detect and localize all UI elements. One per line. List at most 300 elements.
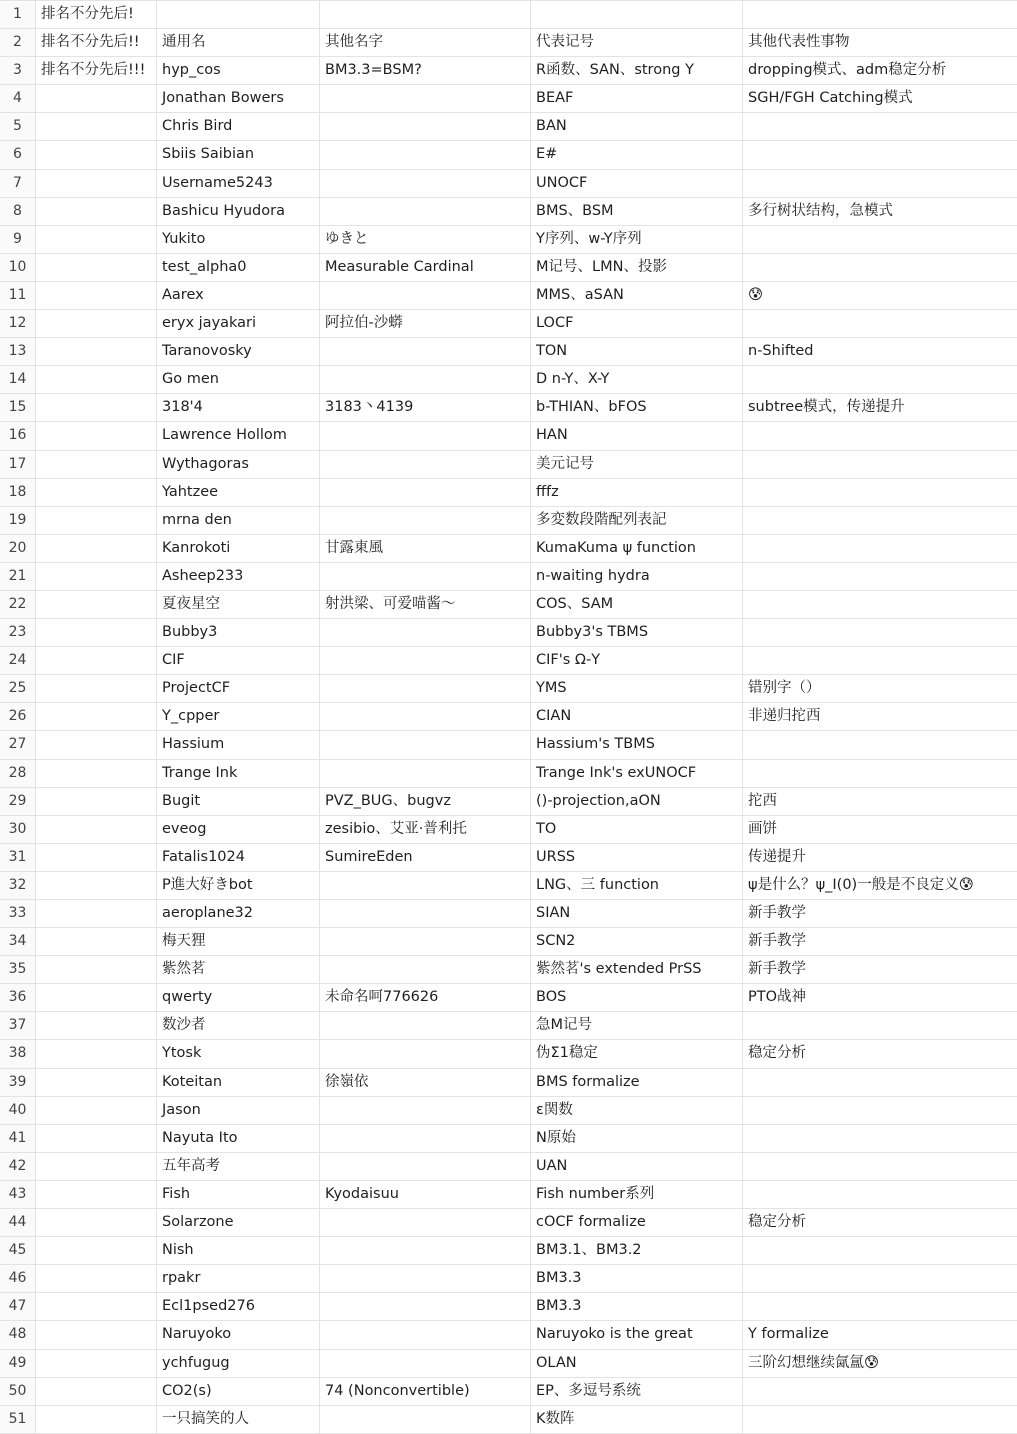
common-name-cell[interactable]: 夏夜星空 — [157, 591, 320, 618]
common-name-cell[interactable]: CIF — [157, 647, 320, 674]
common-name-cell[interactable]: Ecl1psed276 — [157, 1293, 320, 1320]
notation-cell[interactable]: N原始 — [531, 1125, 743, 1152]
rank-cell[interactable] — [36, 1350, 157, 1377]
notation-cell[interactable]: Bubby3's TBMS — [531, 619, 743, 646]
notation-cell[interactable]: CIF's Ω-Y — [531, 647, 743, 674]
common-name-cell[interactable]: Jason — [157, 1097, 320, 1124]
other-item-cell[interactable] — [743, 1, 1017, 28]
other-item-cell[interactable] — [743, 1293, 1017, 1320]
rank-cell[interactable] — [36, 872, 157, 899]
common-name-cell[interactable]: Bugit — [157, 788, 320, 815]
notation-cell[interactable]: D n-Y、X-Y — [531, 366, 743, 393]
other-name-cell[interactable] — [320, 1350, 531, 1377]
other-item-cell[interactable] — [743, 113, 1017, 140]
notation-cell[interactable]: KumaKuma ψ function — [531, 535, 743, 562]
other-item-cell[interactable] — [743, 647, 1017, 674]
table-row — [0, 1209, 1017, 1237]
other-name-cell[interactable] — [320, 703, 531, 730]
other-name-cell[interactable] — [320, 1125, 531, 1152]
notation-cell[interactable]: YMS — [531, 675, 743, 702]
other-item-cell[interactable]: PTO战神 — [748, 989, 807, 1006]
other-item-cell[interactable] — [743, 1406, 1017, 1433]
other-item-cell[interactable]: 稳定分析 — [748, 1045, 806, 1062]
common-name-cell[interactable]: Trange Ink — [157, 760, 320, 787]
table-row — [0, 731, 1017, 759]
notation-cell[interactable]: CIAN — [531, 703, 743, 730]
notation-cell[interactable]: UAN — [531, 1153, 743, 1180]
notation-cell[interactable]: BM3.3 — [531, 1293, 743, 1320]
rank-cell[interactable] — [36, 338, 157, 365]
other-name-cell[interactable] — [320, 282, 531, 309]
notation-cell[interactable]: TO — [531, 816, 743, 843]
rank-cell[interactable] — [36, 141, 157, 168]
notation-cell[interactable]: LNG、三 function — [531, 872, 743, 899]
rank-cell[interactable] — [36, 928, 157, 955]
rank-cell[interactable] — [36, 282, 157, 309]
other-item-cell[interactable] — [743, 254, 1017, 281]
other-item-cell[interactable] — [743, 422, 1017, 449]
rank-cell[interactable] — [36, 366, 157, 393]
notation-cell[interactable]: EP、多逗号系统 — [531, 1378, 743, 1405]
rank-cell[interactable] — [36, 1237, 157, 1264]
other-item-cell[interactable] — [743, 1012, 1017, 1039]
notation-cell[interactable]: 多変数段階配列表記 — [531, 507, 743, 534]
other-name-cell[interactable] — [320, 872, 531, 899]
other-name-cell[interactable] — [320, 563, 531, 590]
common-name-cell[interactable]: Hassium — [157, 731, 320, 758]
rank-cell[interactable] — [36, 675, 157, 702]
rank-cell[interactable]: 排名不分先后! — [36, 1, 157, 28]
common-name-cell[interactable]: Fish — [157, 1181, 320, 1208]
rank-cell[interactable] — [36, 198, 157, 225]
other-item-cell[interactable] — [743, 1125, 1017, 1152]
notation-cell[interactable]: R函数、SAN、strong Y — [531, 57, 743, 84]
table-row — [0, 141, 1017, 169]
other-item-cell[interactable] — [743, 479, 1017, 506]
rank-cell[interactable]: 排名不分先后!! — [36, 29, 157, 56]
table-row — [0, 900, 1017, 928]
rank-cell[interactable] — [36, 647, 157, 674]
row-number-cell: 21 — [0, 563, 36, 590]
rank-cell[interactable] — [36, 1265, 157, 1292]
table-row — [0, 394, 1017, 422]
other-item-cell[interactable] — [743, 366, 1017, 393]
common-name-cell[interactable]: Taranovosky — [157, 338, 320, 365]
common-name-cell[interactable]: Go men — [157, 366, 320, 393]
notation-cell[interactable]: K数阵 — [531, 1406, 743, 1433]
other-item-cell[interactable] — [743, 310, 1017, 337]
common-name-cell[interactable]: hyp_cos — [157, 57, 320, 84]
other-name-cell[interactable]: 其他名字 — [320, 29, 531, 56]
rank-cell[interactable] — [36, 844, 157, 871]
other-name-cell[interactable]: 未命名呵776626 — [320, 984, 531, 1011]
common-name-cell[interactable]: eveog — [157, 816, 320, 843]
common-name-cell[interactable]: Jonathan Bowers — [157, 85, 320, 112]
row-number-cell: 50 — [0, 1378, 36, 1405]
other-name-cell[interactable]: 74 (Nonconvertible) — [320, 1378, 531, 1405]
other-name-cell[interactable] — [320, 479, 531, 506]
row-number-cell: 30 — [0, 816, 36, 843]
other-name-cell[interactable]: Measurable Cardinal — [320, 254, 531, 281]
common-name-cell[interactable]: Fatalis1024 — [157, 844, 320, 871]
rank-cell[interactable] — [36, 1293, 157, 1320]
rank-cell[interactable] — [36, 591, 157, 618]
rank-cell[interactable] — [36, 1040, 157, 1067]
other-item-cell[interactable] — [743, 507, 1017, 534]
rank-cell[interactable] — [36, 900, 157, 927]
notation-cell[interactable]: OLAN — [531, 1350, 743, 1377]
other-item-cell[interactable] — [743, 141, 1017, 168]
rank-cell[interactable] — [36, 1378, 157, 1405]
common-name-cell[interactable]: 五年高考 — [157, 1153, 320, 1180]
other-item-cell[interactable] — [743, 619, 1017, 646]
other-name-cell[interactable] — [320, 1097, 531, 1124]
common-name-cell[interactable]: Bubby3 — [157, 619, 320, 646]
table-row — [0, 310, 1017, 338]
other-item-cell[interactable]: 其他代表性事物 — [748, 34, 850, 51]
notation-cell[interactable]: MMS、aSAN — [531, 282, 743, 309]
notation-cell[interactable]: BMS formalize — [531, 1069, 743, 1096]
other-item-cell[interactable]: 新手教学 — [748, 961, 806, 978]
common-name-cell[interactable]: 通用名 — [157, 29, 320, 56]
rank-cell[interactable] — [36, 535, 157, 562]
notation-cell[interactable]: COS、SAM — [531, 591, 743, 618]
row-number-cell: 33 — [0, 900, 36, 927]
rank-cell[interactable] — [36, 226, 157, 253]
common-name-cell[interactable]: Ytosk — [157, 1040, 320, 1067]
common-name-cell[interactable] — [157, 1, 320, 28]
rank-cell[interactable] — [36, 956, 157, 983]
table-row — [0, 198, 1017, 226]
rank-cell[interactable] — [36, 1069, 157, 1096]
notation-cell[interactable]: TON — [531, 338, 743, 365]
other-name-cell[interactable] — [320, 85, 531, 112]
row-number-cell: 11 — [0, 282, 36, 309]
row-number-cell: 18 — [0, 479, 36, 506]
other-name-cell[interactable] — [320, 956, 531, 983]
rank-cell[interactable] — [36, 1153, 157, 1180]
notation-cell[interactable]: LOCF — [531, 310, 743, 337]
other-item-cell[interactable]: subtree模式，传递提升 — [748, 399, 905, 416]
row-number-cell: 1 — [0, 1, 36, 28]
other-item-cell[interactable]: dropping模式、adm稳定分析 — [748, 62, 947, 79]
other-name-cell[interactable] — [320, 900, 531, 927]
common-name-cell[interactable]: eryx jayakari — [157, 310, 320, 337]
row-number-cell: 27 — [0, 731, 36, 758]
row-number-cell: 25 — [0, 675, 36, 702]
other-name-cell[interactable] — [320, 366, 531, 393]
other-name-cell[interactable] — [320, 1040, 531, 1067]
notation-cell[interactable]: E# — [531, 141, 743, 168]
other-item-cell[interactable]: 错别字（） — [748, 680, 821, 697]
table-row — [0, 338, 1017, 366]
table-row — [0, 366, 1017, 394]
rank-cell[interactable] — [36, 170, 157, 197]
other-item-cell[interactable] — [743, 1097, 1017, 1124]
table-row — [0, 928, 1017, 956]
common-name-cell[interactable]: ProjectCF — [157, 675, 320, 702]
row-number-cell: 39 — [0, 1069, 36, 1096]
other-name-cell[interactable]: 射洪梁、可爱喵酱～ — [320, 591, 531, 618]
rank-cell[interactable] — [36, 816, 157, 843]
common-name-cell[interactable]: P進大好きbot — [157, 872, 320, 899]
other-item-cell[interactable] — [743, 451, 1017, 478]
row-number-cell: 49 — [0, 1350, 36, 1377]
common-name-cell[interactable]: Nayuta Ito — [157, 1125, 320, 1152]
common-name-cell[interactable]: Nish — [157, 1237, 320, 1264]
table-row — [0, 647, 1017, 675]
row-number-cell: 26 — [0, 703, 36, 730]
rank-cell[interactable] — [36, 1406, 157, 1433]
notation-cell[interactable]: 代表记号 — [531, 29, 743, 56]
common-name-cell[interactable]: rpakr — [157, 1265, 320, 1292]
common-name-cell[interactable]: 一只搞笑的人 — [157, 1406, 320, 1433]
row-number-cell: 40 — [0, 1097, 36, 1124]
other-item-cell[interactable] — [743, 535, 1017, 562]
other-item-cell[interactable] — [743, 563, 1017, 590]
table-row — [0, 1406, 1017, 1434]
notation-cell[interactable]: BEAF — [531, 85, 743, 112]
rank-cell[interactable] — [36, 1321, 157, 1348]
notation-cell[interactable]: 美元记号 — [531, 451, 743, 478]
common-name-cell[interactable]: Y_cpper — [157, 703, 320, 730]
other-item-cell[interactable]: 多行树状结构，急模式 — [748, 202, 893, 219]
row-number-cell: 12 — [0, 310, 36, 337]
row-number-cell: 29 — [0, 788, 36, 815]
row-number-cell: 24 — [0, 647, 36, 674]
notation-cell[interactable]: b-THIAN、bFOS — [531, 394, 743, 421]
rank-cell[interactable] — [36, 1097, 157, 1124]
notation-cell[interactable]: M记号、LMN、投影 — [531, 254, 743, 281]
notation-cell[interactable]: URSS — [531, 844, 743, 871]
notation-cell[interactable]: ε関数 — [531, 1097, 743, 1124]
rank-cell[interactable] — [36, 1012, 157, 1039]
notation-cell[interactable]: SIAN — [531, 900, 743, 927]
other-name-cell[interactable] — [320, 1, 531, 28]
common-name-cell[interactable]: ychfugug — [157, 1350, 320, 1377]
other-name-cell[interactable] — [320, 1153, 531, 1180]
other-item-cell[interactable] — [743, 591, 1017, 618]
other-name-cell[interactable]: PVZ_BUG、bugvz — [320, 788, 531, 815]
common-name-cell[interactable]: Bashicu Hyudora — [157, 198, 320, 225]
other-name-cell[interactable] — [320, 731, 531, 758]
other-name-cell[interactable] — [320, 422, 531, 449]
other-item-cell[interactable] — [743, 1181, 1017, 1208]
other-item-cell[interactable] — [743, 1265, 1017, 1292]
other-item-cell[interactable]: 拕西 — [748, 792, 777, 809]
common-name-cell[interactable]: 数沙者 — [157, 1012, 320, 1039]
other-name-cell[interactable] — [320, 1012, 531, 1039]
common-name-cell[interactable]: test_alpha0 — [157, 254, 320, 281]
table-row — [0, 422, 1017, 450]
rank-cell[interactable] — [36, 760, 157, 787]
other-name-cell[interactable] — [320, 647, 531, 674]
common-name-cell[interactable]: aeroplane32 — [157, 900, 320, 927]
common-name-cell[interactable]: CO2(s) — [157, 1378, 320, 1405]
notation-cell[interactable]: SCN2 — [531, 928, 743, 955]
other-name-cell[interactable] — [320, 451, 531, 478]
rank-cell[interactable] — [36, 85, 157, 112]
common-name-cell[interactable]: Naruyoko — [157, 1321, 320, 1348]
other-name-cell[interactable] — [320, 198, 531, 225]
other-item-cell[interactable]: 画饼 — [748, 820, 777, 837]
table-row — [0, 1181, 1017, 1209]
other-item-cell[interactable] — [743, 760, 1017, 787]
other-item-cell[interactable]: 三阶幻想继续氤氲😰 — [748, 1354, 880, 1371]
other-item-cell[interactable]: 传递提升 — [748, 848, 806, 865]
common-name-cell[interactable]: 紫然茗 — [157, 956, 320, 983]
common-name-cell[interactable]: Wythagoras — [157, 451, 320, 478]
other-item-cell[interactable]: Y formalize — [748, 1326, 829, 1343]
table-row — [0, 1293, 1017, 1321]
rank-cell[interactable] — [36, 984, 157, 1011]
other-item-cell[interactable]: 稳定分析 — [748, 1214, 806, 1231]
other-name-cell[interactable]: zesibio、艾亚·普利托 — [320, 816, 531, 843]
other-name-cell[interactable] — [320, 507, 531, 534]
other-item-cell[interactable] — [743, 731, 1017, 758]
other-item-cell[interactable]: 新手教学 — [748, 905, 806, 921]
other-name-cell[interactable] — [320, 113, 531, 140]
table-row — [0, 479, 1017, 507]
notation-cell[interactable] — [531, 1, 743, 28]
notation-cell[interactable]: 紫然茗's extended PrSS — [531, 956, 743, 983]
other-item-cell[interactable] — [743, 1069, 1017, 1096]
rank-cell[interactable] — [36, 451, 157, 478]
other-name-cell[interactable] — [320, 338, 531, 365]
rank-cell[interactable] — [36, 563, 157, 590]
notation-cell[interactable]: Y序列、w-Y序列 — [531, 226, 743, 253]
rank-cell[interactable] — [36, 113, 157, 140]
other-item-cell[interactable]: 😰 — [748, 286, 764, 303]
other-item-cell[interactable] — [743, 170, 1017, 197]
notation-cell[interactable]: BMS、BSM — [531, 198, 743, 225]
other-name-cell[interactable] — [320, 1293, 531, 1320]
notation-cell[interactable]: BAN — [531, 113, 743, 140]
notation-cell[interactable]: Trange Ink's exUNOCF — [531, 760, 743, 787]
common-name-cell[interactable]: qwerty — [157, 984, 320, 1011]
other-name-cell[interactable] — [320, 760, 531, 787]
other-name-cell[interactable]: 3183丶4139 — [320, 394, 531, 421]
other-name-cell[interactable]: SumireEden — [320, 844, 531, 871]
other-item-cell[interactable]: SGH/FGH Catching模式 — [748, 90, 913, 107]
other-item-cell[interactable] — [743, 1237, 1017, 1264]
other-name-cell[interactable] — [320, 1265, 531, 1292]
row-number-cell: 4 — [0, 85, 36, 112]
other-name-cell[interactable]: ゆきと — [320, 226, 531, 253]
notation-cell[interactable]: 伪Σ1稳定 — [531, 1040, 743, 1067]
notation-cell[interactable]: Naruyoko is the great — [531, 1321, 743, 1348]
notation-cell[interactable]: BOS — [531, 984, 743, 1011]
other-name-cell[interactable] — [320, 1321, 531, 1348]
table-row — [0, 984, 1017, 1012]
common-name-cell[interactable]: Sbiis Saibian — [157, 141, 320, 168]
other-name-cell[interactable] — [320, 619, 531, 646]
row-number-cell: 31 — [0, 844, 36, 871]
rank-cell[interactable] — [36, 479, 157, 506]
other-item-cell[interactable] — [743, 1153, 1017, 1180]
other-item-cell[interactable]: 新手教学 — [748, 933, 806, 950]
common-name-cell[interactable]: Lawrence Hollom — [157, 422, 320, 449]
common-name-cell[interactable]: 梅天狸 — [157, 928, 320, 955]
notation-cell[interactable]: Hassium's TBMS — [531, 731, 743, 758]
notation-cell[interactable]: HAN — [531, 422, 743, 449]
rank-cell[interactable] — [36, 788, 157, 815]
rank-cell[interactable] — [36, 619, 157, 646]
rank-cell[interactable]: 排名不分先后!!! — [36, 57, 157, 84]
table-row — [0, 226, 1017, 254]
other-item-cell[interactable] — [743, 226, 1017, 253]
common-name-cell[interactable]: Kanrokoti — [157, 535, 320, 562]
other-item-cell[interactable]: n-Shifted — [748, 343, 814, 360]
rank-cell[interactable] — [36, 310, 157, 337]
rank-cell[interactable] — [36, 703, 157, 730]
common-name-cell[interactable]: Aarex — [157, 282, 320, 309]
rank-cell[interactable] — [36, 1209, 157, 1236]
other-name-cell[interactable] — [320, 1406, 531, 1433]
notation-cell[interactable]: BM3.3 — [531, 1265, 743, 1292]
rank-cell[interactable] — [36, 1181, 157, 1208]
common-name-cell[interactable]: Asheep233 — [157, 563, 320, 590]
common-name-cell[interactable]: Username5243 — [157, 170, 320, 197]
other-name-cell[interactable] — [320, 675, 531, 702]
table-row — [0, 57, 1017, 85]
notation-cell[interactable]: 急M记号 — [531, 1012, 743, 1039]
other-name-cell[interactable]: 阿拉伯-沙蟒 — [320, 310, 531, 337]
common-name-cell[interactable]: Yahtzee — [157, 479, 320, 506]
table-row — [0, 1321, 1017, 1349]
rank-cell[interactable] — [36, 1125, 157, 1152]
common-name-cell[interactable]: mrna den — [157, 507, 320, 534]
rank-cell[interactable] — [36, 422, 157, 449]
row-number-cell: 15 — [0, 394, 36, 421]
notation-cell[interactable]: n-waiting hydra — [531, 563, 743, 590]
table-row — [0, 1012, 1017, 1040]
notation-cell[interactable]: cOCF formalize — [531, 1209, 743, 1236]
other-name-cell[interactable]: 徐嶺依 — [320, 1069, 531, 1096]
row-number-cell: 35 — [0, 956, 36, 983]
common-name-cell[interactable]: 318'4 — [157, 394, 320, 421]
other-name-cell[interactable] — [320, 1209, 531, 1236]
common-name-cell[interactable]: Chris Bird — [157, 113, 320, 140]
row-number-cell: 19 — [0, 507, 36, 534]
row-number-cell: 17 — [0, 451, 36, 478]
table-row — [0, 788, 1017, 816]
common-name-cell[interactable]: Yukito — [157, 226, 320, 253]
common-name-cell[interactable]: Solarzone — [157, 1209, 320, 1236]
rank-cell[interactable] — [36, 507, 157, 534]
other-item-cell[interactable]: 非递归拕西 — [748, 708, 821, 725]
other-name-cell[interactable]: BM3.3=BSM? — [320, 57, 531, 84]
other-name-cell[interactable]: 甘露東風 — [320, 535, 531, 562]
notation-cell[interactable]: BM3.1、BM3.2 — [531, 1237, 743, 1264]
notation-cell[interactable]: ()-projection,aON — [531, 788, 743, 815]
common-name-cell[interactable]: Koteitan — [157, 1069, 320, 1096]
other-name-cell[interactable] — [320, 141, 531, 168]
other-item-cell[interactable]: ψ是什么？ψ_I(0)一般是不良定义😰 — [748, 876, 974, 893]
table-row — [0, 1125, 1017, 1153]
rank-cell[interactable] — [36, 394, 157, 421]
other-name-cell[interactable] — [320, 170, 531, 197]
rank-cell[interactable] — [36, 254, 157, 281]
notation-cell[interactable]: Fish number系列 — [531, 1181, 743, 1208]
other-item-cell[interactable] — [743, 1378, 1017, 1405]
other-name-cell[interactable] — [320, 1237, 531, 1264]
notation-cell[interactable]: UNOCF — [531, 170, 743, 197]
notation-cell[interactable]: fffz — [531, 479, 743, 506]
other-name-cell[interactable] — [320, 928, 531, 955]
other-name-cell[interactable]: Kyodaisuu — [320, 1181, 531, 1208]
rank-cell[interactable] — [36, 731, 157, 758]
